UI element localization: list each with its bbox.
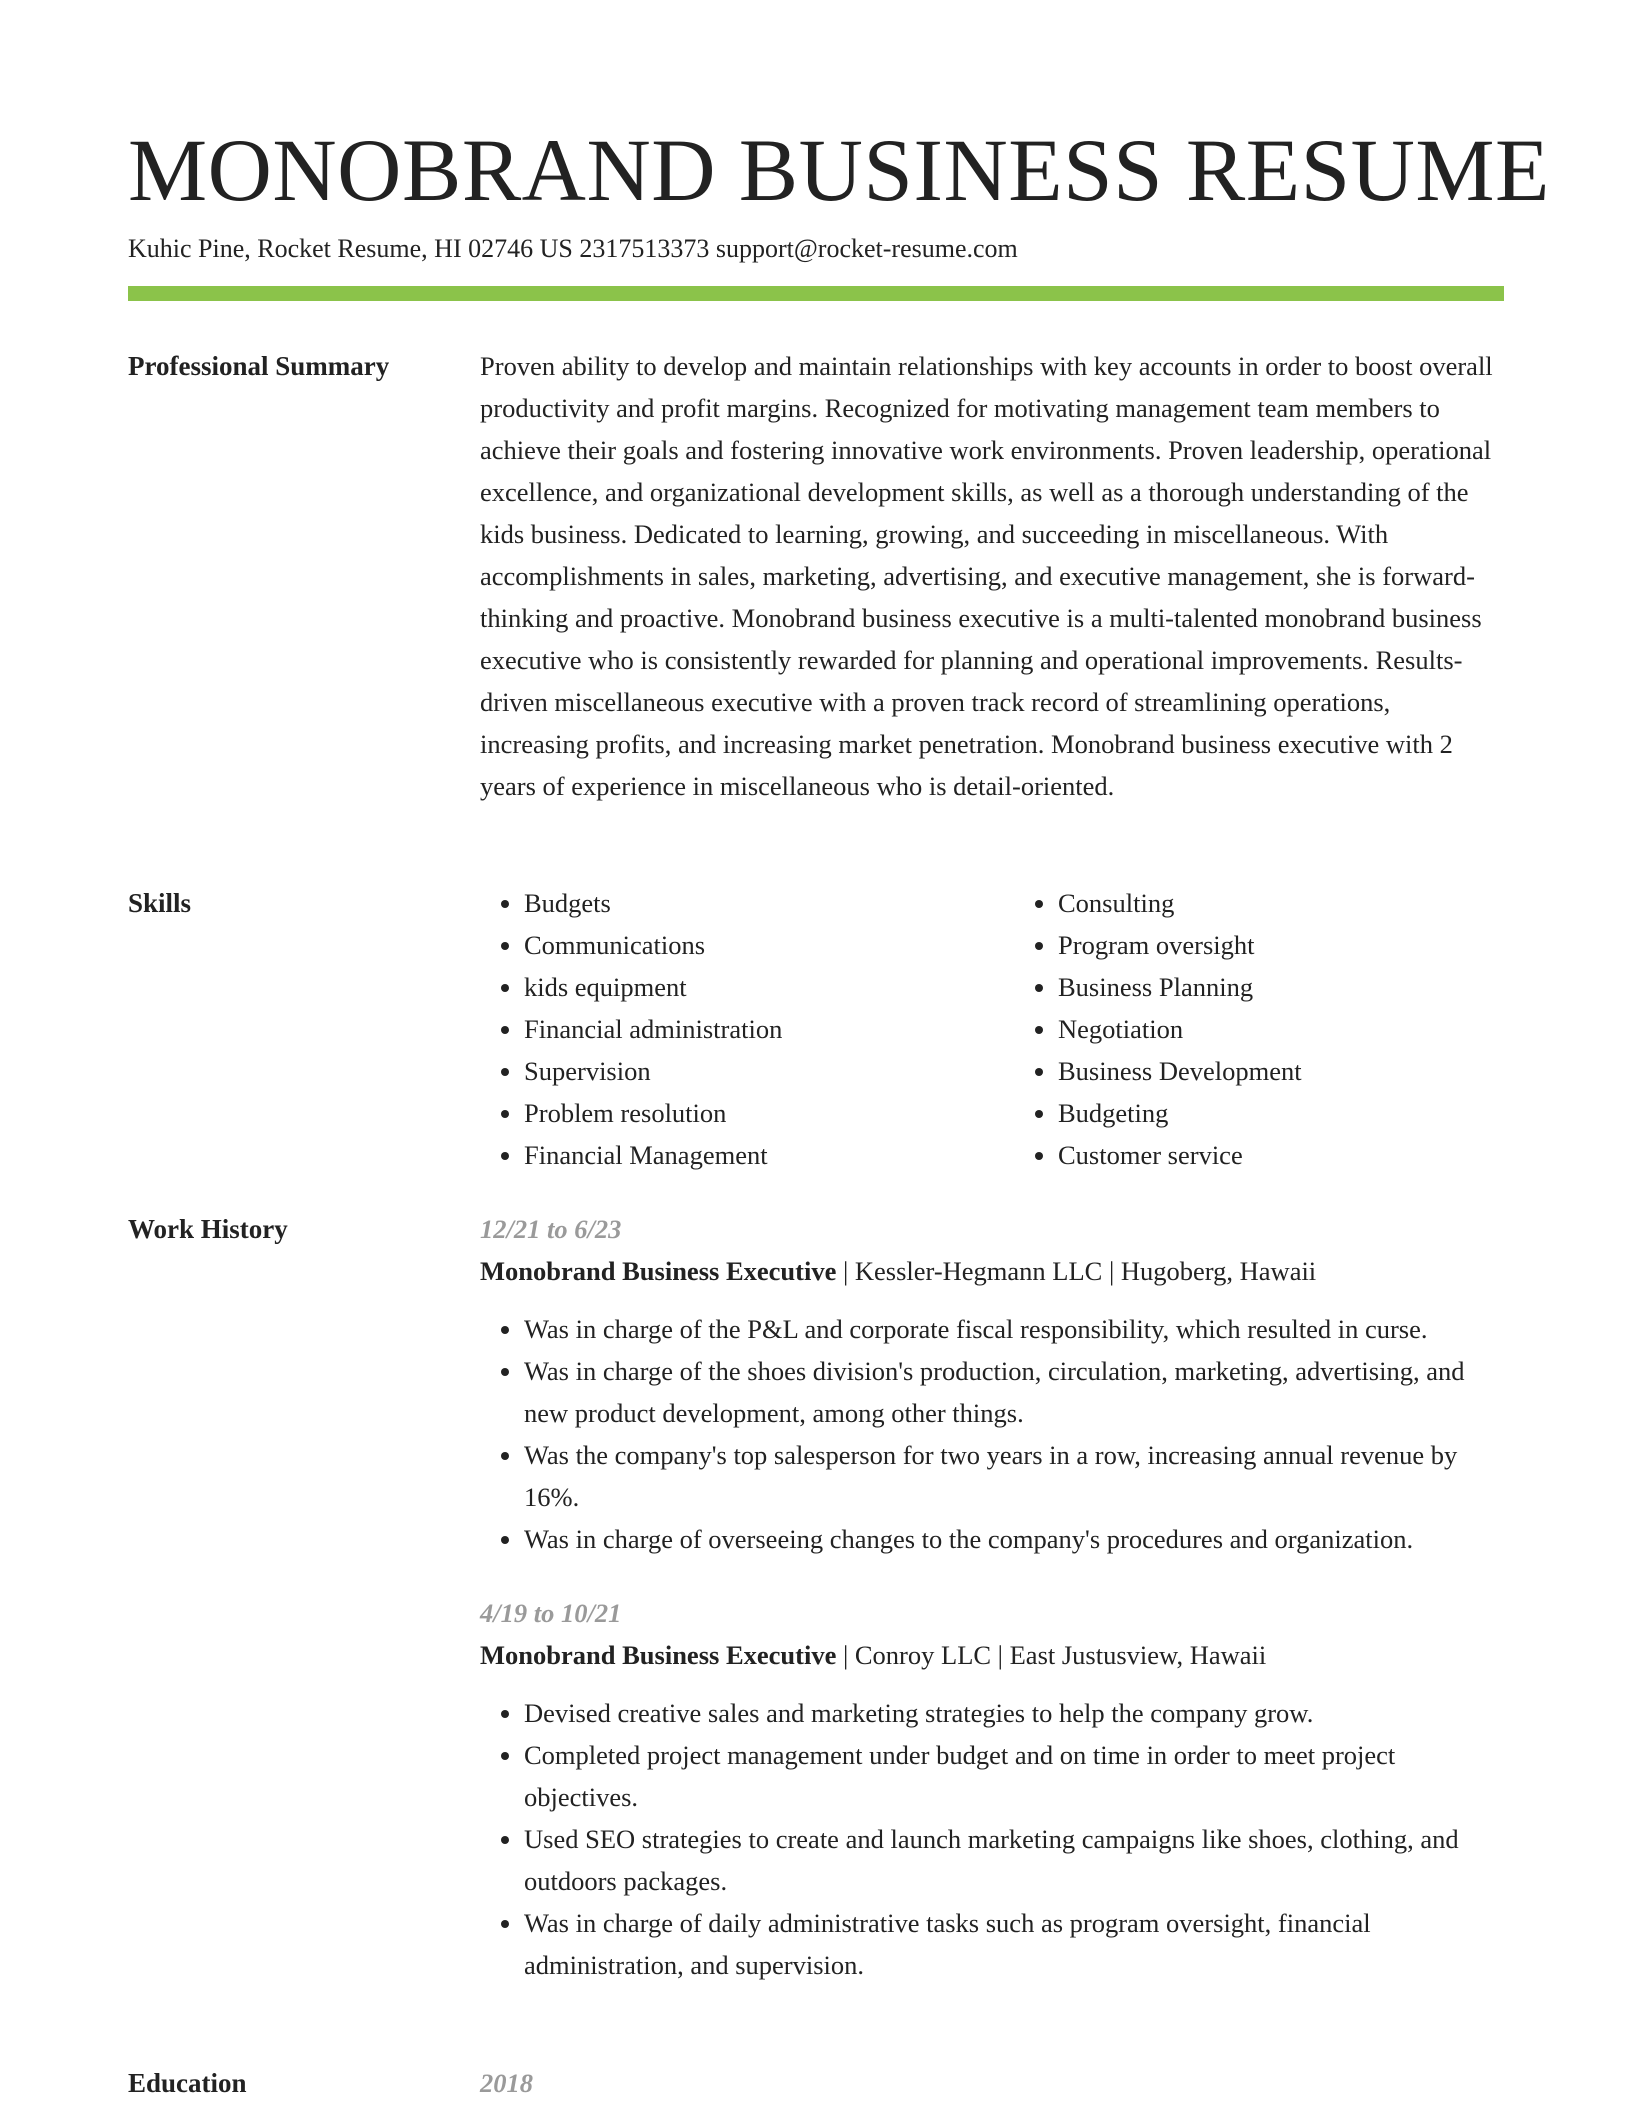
skill-item: • Budgets [524, 882, 970, 924]
education-heading: Education [128, 2068, 247, 2098]
job-date: 12/21 to 6/23 [480, 1214, 622, 1244]
job-bullet: • Was in charge of daily administrative tasks such as program oversight, financial administration, and supervision. [524, 1902, 1504, 1986]
skill-item: • Negotiation [1058, 1008, 1504, 1050]
skill-item: • Budgeting [1058, 1092, 1504, 1134]
skill-item: • Business Planning [1058, 966, 1504, 1008]
contact-info: Kuhic Pine, Rocket Resume, HI 02746 US 2317513373 support@rocket-resume.com [128, 234, 1018, 263]
header-accent-rule [128, 286, 1504, 301]
job-bullets [480, 1308, 1504, 1560]
summary-text: Proven ability to develop and maintain relationships with key accounts in order to boost overall productivity and profit margins. Recognized for motivating management team members to achieve their goals and fostering innovative work environments. Proven leadership, operational excellence, and organizational development skills, as well as a thorough understanding of the kids business. Dedicated to learning, growing, and succeeding in miscellaneous. With accomplishments in sales, marketing, advertising, and executive management, she is forward-thinking and proactive. Monobrand business executive is a multi-talented monobrand business executive who is consistently rewarded for planning and operational improvements. Results-driven miscellaneous executive with a proven track record of streamlining operations, increasing profits, and increasing market penetration. Monobrand business executive with 2 years of experience in miscellaneous who is detail-oriented. [480, 351, 1493, 801]
job-bullet: • Was in charge of the shoes division's production, circulation, marketing, advertising, and new product development, among other things. [524, 1350, 1504, 1434]
job-title: Monobrand Business Executive [480, 1256, 837, 1286]
skills-heading: Skills [128, 888, 192, 918]
job-bullet: • Was in charge of the P&L and corporate fiscal responsibility, which resulted in curse. [524, 1308, 1504, 1350]
job-bullets [480, 1692, 1504, 1986]
job-list [480, 1208, 1504, 1986]
skill-item: • Supervision [524, 1050, 970, 1092]
skill-item: • Customer service [1058, 1134, 1504, 1176]
skill-item: • kids equipment [524, 966, 970, 1008]
skill-item: • Consulting [1058, 882, 1504, 924]
job-bullet: • Completed project management under budget and on time in order to meet project objectives. [524, 1734, 1504, 1818]
job-entry [480, 1592, 1504, 1986]
education-date: 2018 [480, 2068, 533, 2098]
skill-item: • Problem resolution [524, 1092, 970, 1134]
skill-item: • Business Development [1058, 1050, 1504, 1092]
skill-item: • Financial administration [524, 1008, 970, 1050]
skills-list-right [1014, 882, 1504, 1176]
summary-heading: Professional Summary [128, 351, 390, 381]
job-company-location: | Conroy LLC | East Justusview, Hawaii [836, 1640, 1267, 1670]
skill-item: • Program oversight [1058, 924, 1504, 966]
job-title-line [480, 1250, 1504, 1292]
work-history-heading: Work History [128, 1214, 288, 1244]
job-bullet: • Used SEO strategies to create and launch marketing campaigns like shoes, clothing, and outdoors packages. [524, 1818, 1504, 1902]
job-bullet: • Was the company's top salesperson for two years in a row, increasing annual revenue by 16%. [524, 1434, 1504, 1518]
resume-title: MONOBRAND BUSINESS RESUME [128, 122, 1550, 220]
skill-item: • Communications [524, 924, 970, 966]
skills-list-left [480, 882, 970, 1176]
job-bullet: • Was in charge of overseeing changes to the company's procedures and organization. [524, 1518, 1504, 1560]
job-title: Monobrand Business Executive [480, 1640, 837, 1670]
skill-item: • Financial Management [524, 1134, 970, 1176]
job-entry [480, 1208, 1504, 1560]
job-bullet: • Devised creative sales and marketing strategies to help the company grow. [524, 1692, 1504, 1734]
job-title-line [480, 1634, 1504, 1676]
job-company-location: | Kessler-Hegmann LLC | Hugoberg, Hawaii [836, 1256, 1317, 1286]
job-date: 4/19 to 10/21 [480, 1598, 622, 1628]
